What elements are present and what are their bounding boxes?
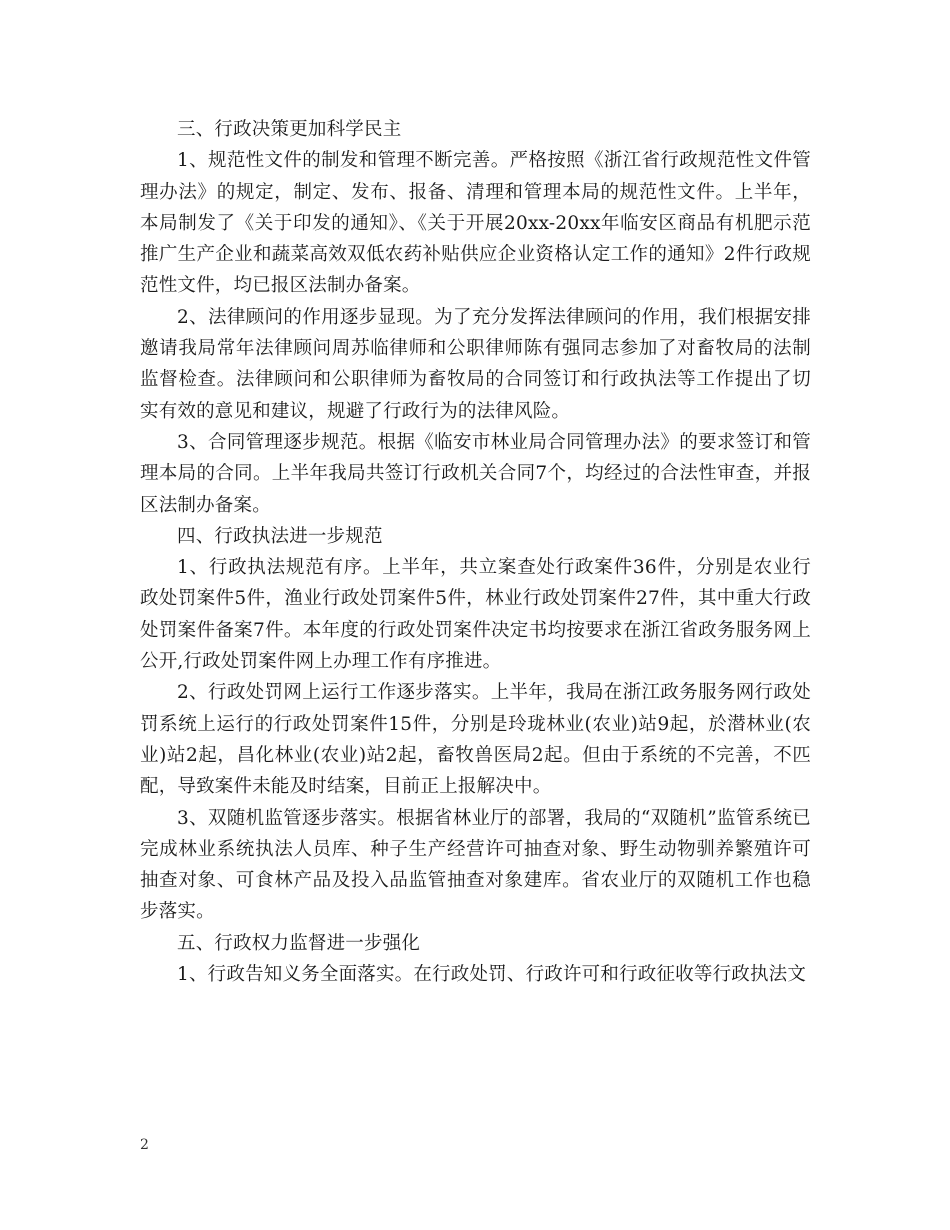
section-heading-5: 五、行政权力监督进一步强化 (177, 932, 421, 954)
paragraph-contract-management: 3、合同管理逐步规范。根据《临安市林业局合同管理办法》的要求签订和管理本局的合同。上半年我局共签订行政机关合同7个，均经过的合法性审查，并报区法制办备案。 (140, 431, 811, 516)
paragraph-law-enforcement: 1、行政执法规范有序。上半年，共立案查处行政案件36件，分别是农业行政处罚案件5件，渔业行政处罚案件5件，林业行政处罚案件27件，其中重大行政处罚案件备案7件。本年度的行政处罚案件决定书均按要求在浙江省政务服务网上公开,行政处罚案件网上办理工作有序推进。 (140, 557, 811, 673)
document-body (140, 114, 811, 990)
paragraph-notification-obligation: 1、行政告知义务全面落实。在行政处罚、行政许可和行政征收等行政执法文 (177, 964, 807, 986)
page-number: 2 (140, 1137, 149, 1153)
section-heading-3: 三、行政决策更加科学民主 (177, 119, 402, 140)
paragraph-normative-documents: 1、规范性文件的制发和管理不断完善。严格按照《浙江省行政规范性文件管理办法》的规定，制定、发布、报备、清理和管理本局的规范性文件。上半年，本局制发了《关于印发的通知》、《关于开展20xx-20xx年临安区商品有机肥示范推广生产企业和蔬菜高效双低农药补贴供应企业资格认定工作的通知》2件行政规范性文件，均已报区法制办备案。 (140, 150, 811, 297)
section-heading-4: 四、行政执法进一步规范 (177, 525, 383, 547)
paragraph-legal-advisors: 2、法律顾问的作用逐步显现。为了充分发挥法律顾问的作用，我们根据安排邀请我局常年法律顾问周苏临律师和公职律师陈有强同志参加了对畜牧局的法制监督检查。法律顾问和公职律师为畜牧局的合同签订和行政执法等工作提出了切实有效的意见和建议，规避了行政行为的法律风险。 (140, 306, 811, 422)
paragraph-double-random-supervision: 3、双随机监管逐步落实。根据省林业厅的部署，我局的“双随机”监管系统已完成林业系统执法人员库、种子生产经营许可抽查对象、野生动物驯养繁殖许可抽查对象、可食林产品及投入品监管抽查对象建库。省农业厅的双随机工作也稳步落实。 (140, 807, 811, 923)
paragraph-online-penalty-system: 2、行政处罚网上运行工作逐步落实。上半年，我局在浙江政务服务网行政处罚系统上运行的行政处罚案件15件，分别是玲珑林业(农业)站9起，於潜林业(农业)站2起，昌化林业(农业)站2起，畜牧兽医局2起。但由于系统的不完善，不匹配，导致案件未能及时结案，目前正上报解决中。 (140, 682, 811, 798)
